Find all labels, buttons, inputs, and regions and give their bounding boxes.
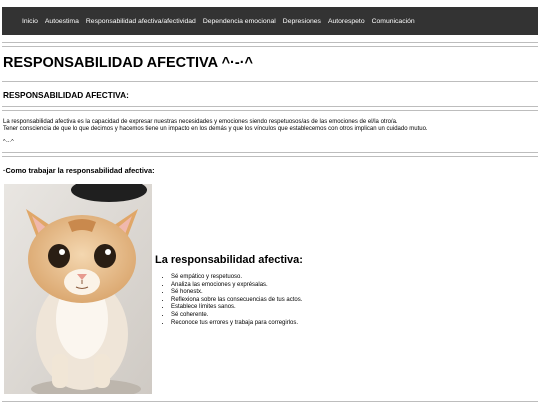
list-item: • Reconoce tus errores y trabaja para corregirlos.	[171, 320, 302, 328]
divider	[2, 152, 538, 153]
nav-link-autorespeto[interactable]: Autorespeto	[327, 17, 365, 25]
divider	[2, 42, 538, 43]
tips-list	[162, 274, 302, 327]
nav-link-comunicacion[interactable]: Comunicación	[371, 17, 415, 25]
definition-line: La responsabilidad afectiva es la capacidad de expresar nuestras necesidades y emociones siendo respetuosos/as de las emociones de el/la otro/a.	[3, 119, 398, 125]
list-item: • Sé empático y respetuoso.	[171, 274, 302, 282]
divider	[2, 106, 538, 107]
top-navbar	[2, 7, 538, 35]
list-item: • Establece límites sanos.	[171, 304, 302, 312]
nav-link-autoestima[interactable]: Autoestima	[44, 17, 79, 25]
emoticon-text: ^·-·^	[3, 139, 14, 145]
divider	[2, 401, 538, 402]
nav-link-inicio[interactable]: Inicio	[22, 17, 38, 25]
nav-link-depresiones[interactable]: Depresiones	[282, 17, 321, 25]
list-item: • Analiza las emociones y exprésalas.	[171, 282, 302, 290]
divider	[2, 156, 538, 157]
section-title: La responsabilidad afectiva:	[155, 254, 303, 266]
list-item: • Sé coherente.	[171, 312, 302, 320]
list-item: • Sé honestx.	[171, 289, 302, 297]
divider	[2, 46, 538, 47]
definition-paragraph	[3, 119, 537, 133]
divider	[2, 110, 538, 111]
definition-line: Tener consciencia de que lo que decimos y hacemos tiene un impacto en los demás y que los vínculos que establecemos con otros implican un cuidado mutuo.	[3, 126, 428, 132]
kitten-photo	[4, 184, 152, 394]
nav-link-dependencia-emocional[interactable]: Dependencia emocional	[202, 17, 276, 25]
how-to-heading: ·Como trabajar la responsabilidad afectiva:	[3, 166, 155, 175]
list-item: • Reflexiona sobre las consecuencias de tus actos.	[171, 297, 302, 305]
divider	[2, 81, 538, 82]
page-title: RESPONSABILIDAD AFECTIVA ^·-·^	[3, 55, 254, 71]
kitten-illustration	[4, 184, 152, 394]
nav-link-responsabilidad-afectiva[interactable]: Responsabilidad afectiva/afectividad	[85, 17, 196, 25]
section-subtitle: RESPONSABILIDAD AFECTIVA:	[3, 90, 129, 100]
